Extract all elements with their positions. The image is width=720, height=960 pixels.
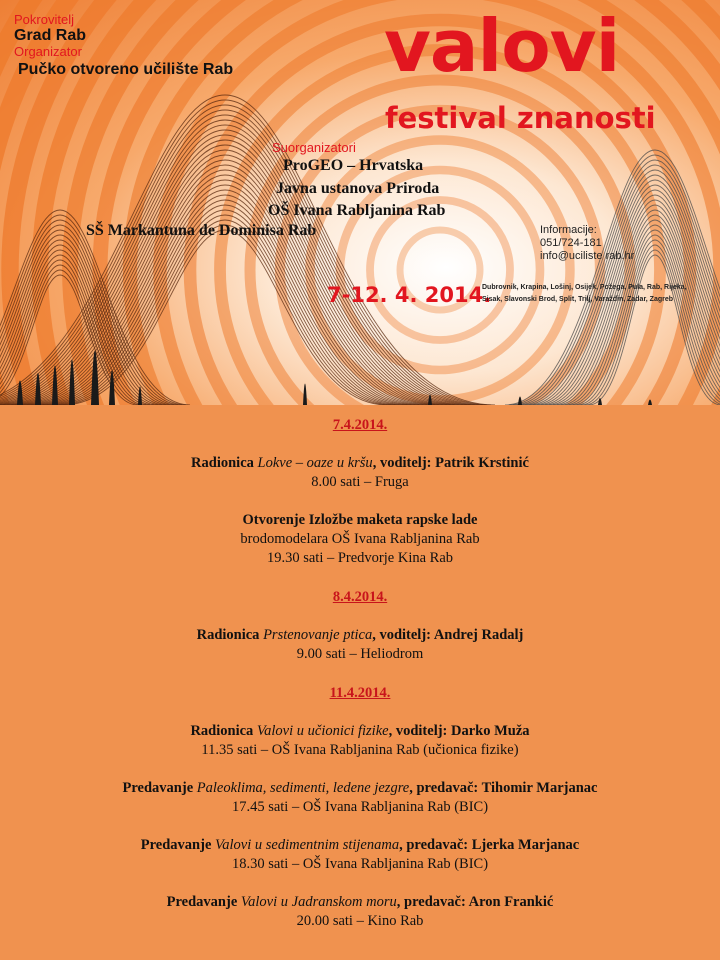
event-host: , voditelj: Andrej Radalj	[372, 627, 524, 643]
event-detail: 20.00 sati – Kino Rab	[296, 913, 424, 929]
event-host: , predavač: Aron Frankić	[396, 894, 554, 910]
spike	[518, 397, 522, 406]
event-type: Radionica	[191, 455, 258, 471]
event-host: , predavač: Ljerka Marjanac	[399, 837, 580, 853]
event-type: Radionica	[196, 627, 264, 643]
sponsor-name: Grad Rab	[14, 27, 87, 44]
spike	[138, 387, 142, 406]
event-name: Valovi u Jadranskom moru	[240, 894, 397, 910]
event-host: , voditelj: Darko Muža	[388, 723, 530, 739]
organizer-name: Pučko otvoreno učilište Rab	[18, 61, 234, 78]
sponsor-label: Pokrovitelj	[14, 12, 74, 27]
coorganizer-item: Javna ustanova Priroda	[276, 180, 440, 197]
coorganizer-item: SŠ Markantuna de Dominisa Rab	[86, 222, 317, 239]
festival-subtitle: festival znanosti	[385, 101, 656, 135]
event-name: Valovi u sedimentnim stijenama	[215, 837, 400, 853]
event-detail: 9.00 sati – Heliodrom	[296, 646, 424, 662]
event-name: Valovi u učionici fizike	[256, 723, 389, 739]
event-host: , voditelj: Patrik Krstinić	[372, 455, 529, 471]
event-title	[0, 836, 720, 855]
event-name: Lokve – oaze u kršu	[257, 455, 373, 471]
event-title	[0, 722, 720, 741]
event-title	[0, 779, 720, 798]
event-detail: 19.30 sati – Predvorje Kina Rab	[266, 550, 454, 566]
day-heading: 11.4.2014.	[329, 685, 391, 701]
info-email: info@uciliste rab.hr	[540, 250, 635, 262]
event-type: Predavanje	[166, 894, 241, 910]
spike	[303, 384, 307, 406]
ring	[370, 200, 510, 340]
info-label: Informacije:	[540, 224, 597, 236]
event-detail: 18.30 sati – OŠ Ivana Rabljanina Rab (BIC)	[231, 856, 489, 872]
poster-header	[0, 0, 720, 405]
festival-dates: 7-12. 4. 2014.	[327, 283, 492, 307]
event-detail: brodomodelara OŠ Ivana Rabljanina Rab	[240, 531, 480, 547]
coorganizers-label: Suorganizatori	[272, 140, 356, 155]
event-program	[0, 415, 720, 931]
event-detail: 8.00 sati – Fruga	[311, 474, 409, 490]
event-title	[0, 511, 720, 530]
organizer-label: Organizator	[14, 44, 82, 59]
event-type: Predavanje	[140, 837, 216, 853]
event-name: Paleoklima, sedimenti, ledene jezgre	[196, 780, 410, 796]
info-phone: 051/724-181	[540, 237, 602, 249]
day-heading: 7.4.2014.	[332, 417, 388, 433]
cities-line: Sisak, Slavonski Brod, Split, Trilj, Varaždin, Zadar, Zagreb	[482, 296, 674, 303]
event-title	[0, 454, 720, 473]
event-detail: 11.35 sati – OŠ Ivana Rabljanina Rab (učionica fizike)	[201, 742, 519, 758]
festival-cities	[482, 282, 687, 306]
coorganizer-item: ProGEO – Hrvatska	[283, 157, 424, 174]
cities-line: Dubrovnik, Krapina, Lošinj, Osijek, Požega, Pula, Rab, Rijeka,	[482, 284, 687, 291]
event-detail: 17.45 sati – OŠ Ivana Rabljanina Rab (BIC)	[231, 799, 489, 815]
event-host: , predavač: Tihomir Marjanac	[409, 780, 598, 796]
festival-title: valovi	[384, 4, 620, 88]
day-heading: 8.4.2014.	[332, 589, 388, 605]
event-title	[0, 626, 720, 645]
coorganizer-item: OŠ Ivana Rabljanina Rab	[268, 202, 446, 219]
event-title	[0, 893, 720, 912]
event-type: Predavanje	[122, 780, 197, 796]
event-type: Radionica	[190, 723, 257, 739]
event-type: Otvorenje Izložbe maketa rapske lade	[242, 512, 478, 528]
event-name: Prstenovanje ptica	[263, 627, 373, 643]
contact-info	[540, 224, 634, 263]
